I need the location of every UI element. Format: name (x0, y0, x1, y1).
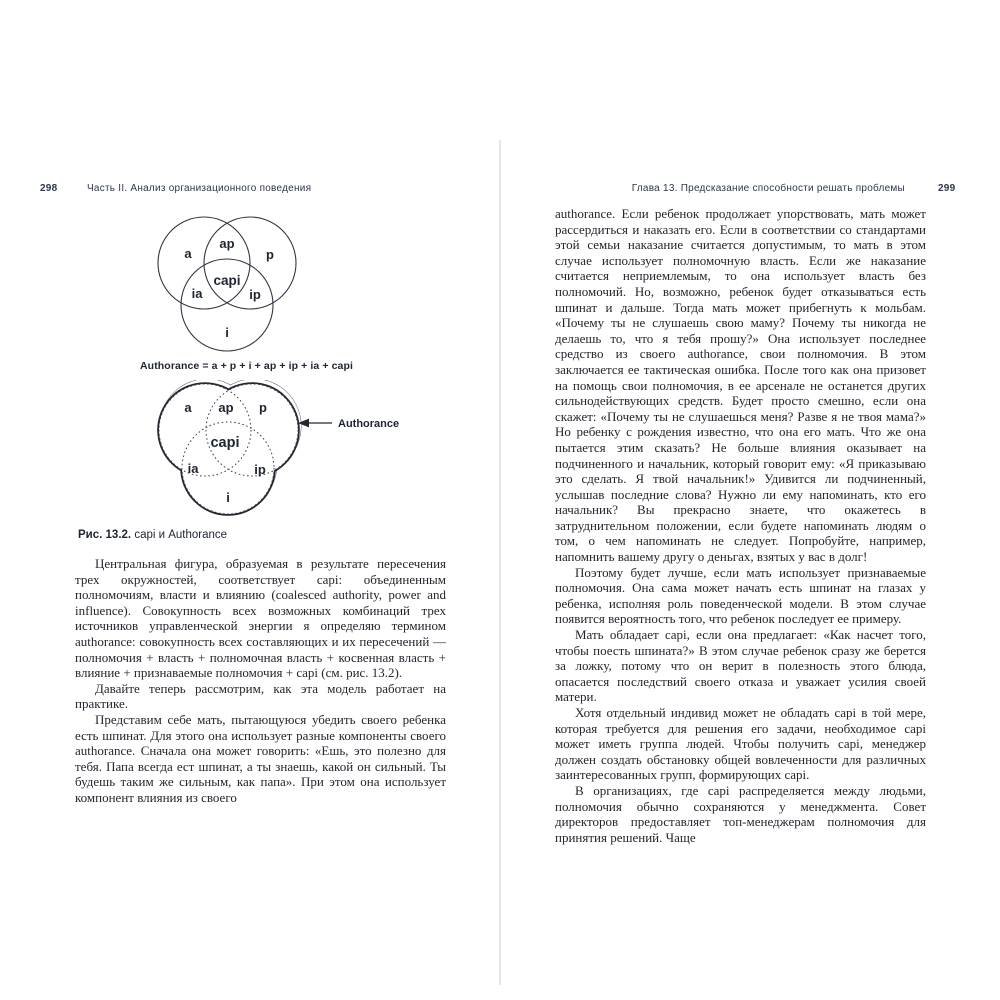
label-p: p (259, 400, 267, 415)
paragraph: Хотя отдельный индивид может не обладать capi в той мере, которая требуется для решения его задачи, необходимое capi может иметь группа людей. Чтобы получить capi, менеджер должен создать обстановку общей вовлеченности для различных заинтересованных групп, формирующих capi. (555, 705, 926, 783)
label-p: p (266, 247, 274, 262)
paragraph: В организациях, где capi распределяется между людьми, полномочия обычно сохраняются у менеджмента. Совет директоров предоставляет топ-менеджерам полномочия для принятия решений. Чаще (555, 782, 926, 845)
authorance-arrow (298, 419, 332, 428)
paragraph: Поэтому будет лучше, если мать использует признаваемые полномочия. Она сама может начать есть шпинат на глазах у ребенка, исполняя роль поведенческой модели. В этом случае появится вероятность того, что ребенок последует ее примеру. (555, 564, 926, 627)
figure-caption-number: Рис. 13.2. (78, 529, 132, 541)
label-i: i (225, 325, 229, 340)
label-ap: ap (219, 236, 235, 251)
page-left-body (75, 556, 446, 806)
label-ia: ia (191, 286, 203, 301)
label-a: a (184, 246, 192, 261)
label-ip: ip (254, 462, 266, 477)
venn-diagram-capi-authorance (148, 380, 408, 530)
page-number-right: 299 (938, 183, 956, 194)
venn-diagram-equation (148, 211, 308, 361)
paragraph: Мать обладает capi, если она предлагает: «Как насчет того, чтобы поесть шпината?» В этом случае ребенок сразу же берется за ложку, потому что он верит в полезность этого блюда, опасается последствий своего отказа и уважает усилия своей матери. (555, 627, 926, 705)
label-ia: ia (187, 461, 199, 476)
label-ip: ip (249, 287, 261, 302)
page-right-body (555, 206, 926, 845)
paragraph: Центральная фигура, образуемая в результате пересечения трех окружностей, соответствует capi: объединенным полномочиям, власти и влиянию (coalesced authority, power and influence). Совокупность всех возможных комбинаций трех источников управленческой энергии я определяю термином authorance: совокупность всех составляющих и их пересечений — полномочия + власть + полномочная власть + косвенная власть + влияние + признаваемые полномочия + capi (см. рис. 13.2). (75, 556, 446, 681)
label-a: a (184, 400, 192, 415)
figure-caption-text: capi и Authorance (134, 529, 228, 541)
figure-caption (78, 529, 227, 541)
running-head-right: Глава 13. Предсказание способности решать проблемы (631, 183, 905, 194)
arrow-label-authorance: Authorance (338, 418, 400, 430)
label-capi: capi (210, 435, 240, 451)
page-gutter-divider (499, 140, 501, 985)
page-number-left: 298 (40, 183, 58, 194)
paragraph: Представим себе мать, пытающуюся убедить своего ребенка есть шпинат. Для этого она использует разные компоненты своего authorance. Сначала она может говорить: «Ешь, это полезно для тебя. Папа всегда ест шпинат, а ты знаешь, какой он сильный. Ты будешь таким же сильным, как папа». При этом она использует компонент влияния из своего (75, 711, 446, 805)
authorance-equation: Authorance = a + p + i + ap + ip + ia + capi (140, 360, 354, 372)
paragraph: Давайте теперь рассмотрим, как эта модель работает на практике. (75, 680, 446, 712)
label-i: i (226, 490, 230, 505)
label-capi: capi (213, 273, 241, 288)
label-ap: ap (218, 400, 234, 415)
running-head-left: Часть II. Анализ организационного поведения (87, 183, 312, 194)
paragraph: authorance. Если ребенок продолжает упорствовать, мать может рассердиться и наказать его. Если в соответствии со стандартами этой семьи наказание считается допустимым, то мать в этом случае использует полномочную власть. Если же наказание считается неприемлемым, то она использует власть без полномочий. Но, возможно, ребенок будет отказываться есть шпинат и дальше. Тогда мать может прибегнуть к мольбам. «Почему ты не слушаешь свою маму? Почему ты никогда не делаешь то, что я тебя прошу?» Она использует последнее средство из своего authorance, свои полномочия. В этом заключается ее тактическая ошибка. После того как она призовет на помощь свои полномочия, в ее арсенале не останется других сильнодействующих средств. Будет просто смешно, если она скажет: «Почему ты не слушаешься меня? Разве я не твоя мама?» Но ребенку с рождения известно, что она его мать. Что же она пытается этим сказать? Не больше влияния оказывает на подчиненного и начальник, который говорит ему: «Я приказываю это сделать. Я твой начальник!» Удивится ли подчиненный, услышав последние слова? Нужно ли ему напоминать, кто его начальник? Вы прекрасно знаете, что окажетесь в затруднительном положении, если будете напоминать людям о том, о чем напоминать не следует. Попробуйте, например, напомнить вашему другу о деньгах, взятых у вас в долг! (555, 206, 926, 565)
